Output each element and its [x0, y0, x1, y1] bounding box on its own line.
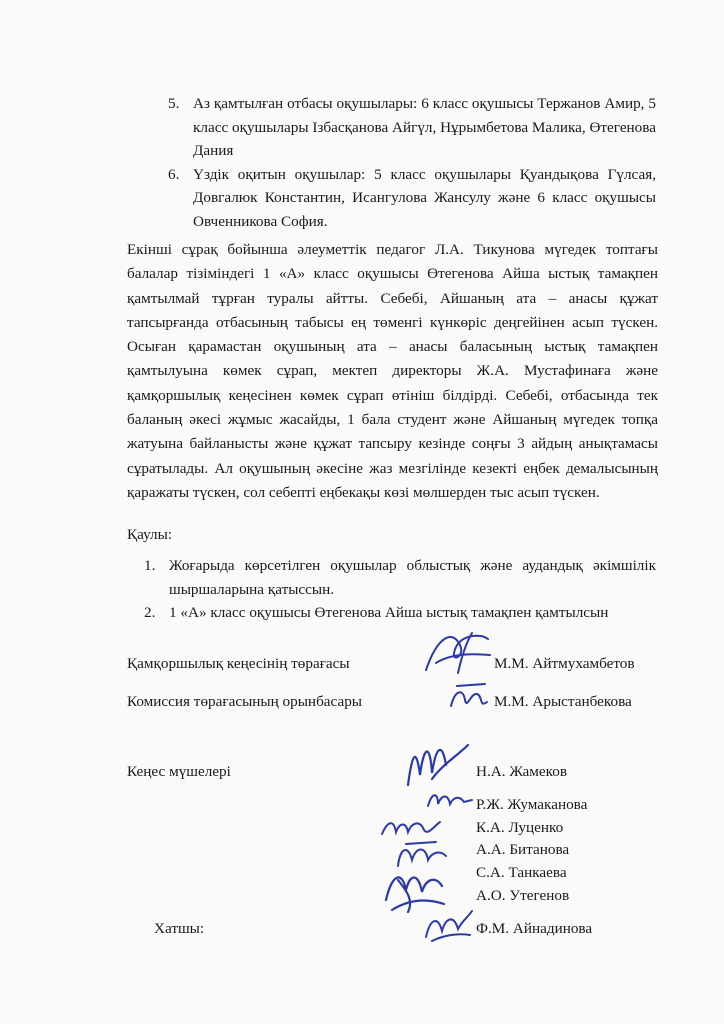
- member-signature: [402, 735, 472, 791]
- list-number: 6.: [168, 165, 180, 183]
- student-list: [168, 92, 656, 233]
- member-name: А.О. Утегенов: [476, 887, 570, 904]
- body-paragraph: [127, 238, 658, 505]
- member-signature: [424, 786, 476, 812]
- list-text: Жоғарыда көрсетілген оқушылар облыстық және аудандық әкімшілік шыршаларына қатыссын.: [169, 557, 656, 598]
- member-name: А.А. Битанова: [476, 841, 570, 858]
- secretary-title: Хатшы:: [154, 920, 205, 937]
- deputy-signature: [445, 680, 495, 716]
- list-item: [168, 92, 656, 163]
- deputy-name: М.М. Арыстанбекова: [494, 693, 632, 710]
- list-text: Аз қамтылған отбасы оқушылары: 6 класс оқушысы Тержанов Амир, 5 класс оқушылары Ізбасқанова Айгүл, Нұрымбетова Малика, Өтегенова Дания: [193, 95, 656, 159]
- list-number: 2.: [144, 604, 156, 621]
- member-name: С.А. Танкаева: [476, 864, 567, 881]
- list-item: [144, 554, 656, 601]
- list-item: [168, 163, 656, 234]
- chair-name: М.М. Айтмухамбетов: [494, 655, 635, 672]
- deputy-title: Комиссия төрағасының орынбасары: [127, 693, 362, 710]
- resolution-heading: Қаулы:: [127, 526, 173, 543]
- secretary-signature: [420, 905, 476, 945]
- list-text: Үздік оқитын оқушылар: 5 класс оқушылары Қуандықова Гүлсая, Довгалюк Константин, Исангулова Жансулу және 6 класс оқушысы Овченникова София.: [193, 165, 656, 230]
- chair-signature: [418, 625, 498, 680]
- member-name: Р.Ж. Жумаканова: [476, 796, 588, 813]
- list-number: 1.: [144, 557, 156, 574]
- resolution-list: [144, 554, 656, 625]
- member-name: К.А. Луценко: [476, 819, 564, 836]
- secretary-name: Ф.М. Айнадинова: [476, 920, 593, 937]
- paragraph-text: Екінші сұрақ бойынша әлеуметтік педагог Л.А. Тикунова мүгедек топтағы балалар тізіміндегі 1 «А» класс оқушысы Өтегенова Айша ыстық тамақпен қамтылмай тұрған туралы айтты. Себебі, Айшаның ата – анасы құжат тапсырғанда отбасының табысы ең төменгі күнкөріс деңгейінен асып түскен. Осыған қарамастан оқушының ата – анасы баласының ыстық тамақпен қамтылуына көмек сұрап, мектеп директоры Ж.А. Мустафинаға және қамқоршылық кеңесінен көмек сұрап өтініш білдірді. Себебі, отбасында тек баланың әкесі жұмыс жасайды, 1 бала студент және Айшаның мүгедек топқа жатуына байланысты және құжат тапсыру кезінде соңғы 3 айдың анықтамасы сұратылады. Ал оқушының әкесіне жаз мезгілінде кезекті еңбек демалысының қаражаты түскен, сол себепті еңбекақы көзі мөлшерден тыс асып түскен.: [127, 241, 658, 501]
- list-item: [144, 601, 656, 625]
- member-name: Н.А. Жамеков: [476, 763, 568, 780]
- members-title: Кеңес мүшелері: [127, 763, 231, 780]
- list-number: 5.: [168, 95, 180, 112]
- chair-title: Қамқоршылық кеңесінің төрағасы: [127, 655, 350, 672]
- list-text: 1 «А» класс оқушысы Өтегенова Айша ыстық тамақпен қамтылсын: [169, 604, 609, 621]
